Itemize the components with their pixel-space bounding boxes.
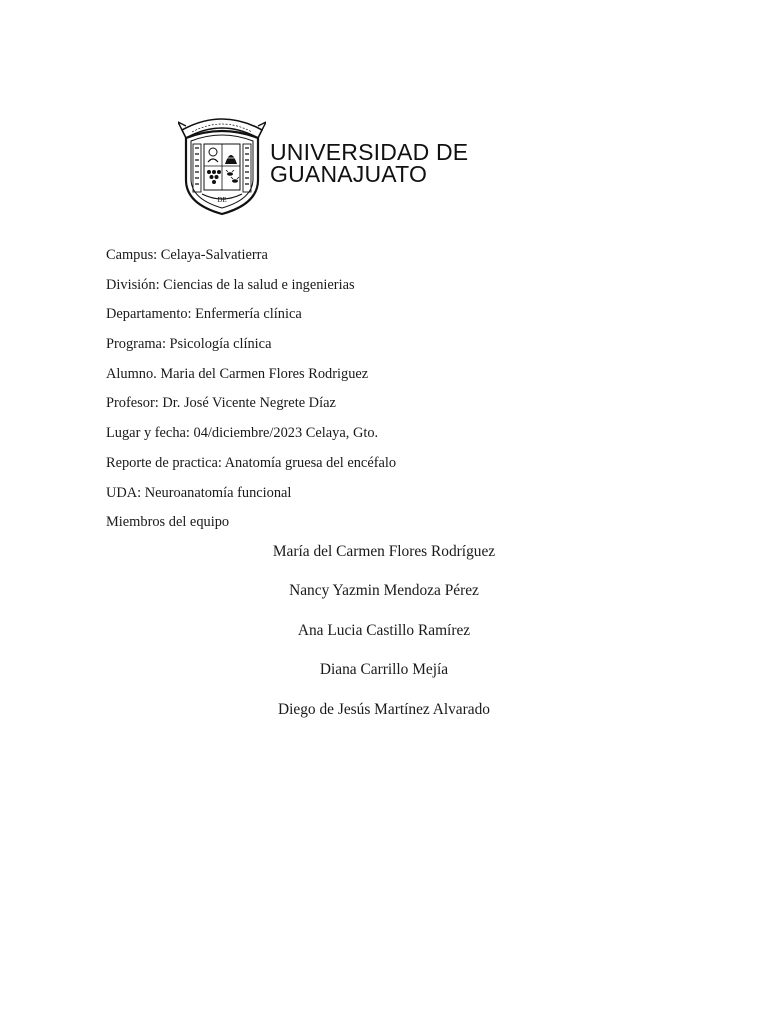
team-member: María del Carmen Flores Rodríguez <box>272 543 496 560</box>
team-member: Diego de Jesús Martínez Alvarado <box>278 700 490 718</box>
program-line: Programa: Psicología clínica <box>106 336 272 353</box>
team-member: Nancy Yazmin Mendoza Pérez <box>289 582 479 600</box>
wordmark-line-1: UNIVERSIDAD DE <box>270 139 469 165</box>
uda-line: UDA: Neuroanatomía funcional <box>106 484 292 501</box>
place-date-line: Lugar y fecha: 04/diciembre/2023 Celaya, Gto. <box>106 425 379 442</box>
wordmark-line-2: GUANAJUATO <box>270 161 428 187</box>
campus-line: Campus: Celaya-Salvatierra <box>106 247 268 263</box>
division-line: División: Ciencias de la salud e ingenierias <box>106 276 355 293</box>
team-members-heading: Miembros del equipo <box>106 514 230 531</box>
report-line: Reporte de practica: Anatomía gruesa del encéfalo <box>106 454 397 471</box>
university-wordmark <box>270 141 468 185</box>
team-members-list <box>0 542 768 739</box>
document-info-list <box>106 245 396 542</box>
university-seal-icon <box>178 108 266 216</box>
department-line: Departamento: Enfermería clínica <box>106 306 302 323</box>
team-member: Diana Carrillo Mejía <box>319 661 449 679</box>
svg-text:DE: DE <box>217 196 227 204</box>
student-line: Alumno. Maria del Carmen Flores Rodriguez <box>106 365 369 382</box>
professor-line: Profesor: Dr. José Vicente Negrete Díaz <box>106 395 336 412</box>
university-logo <box>178 108 469 218</box>
team-member: Ana Lucia Castillo Ramírez <box>297 621 471 639</box>
